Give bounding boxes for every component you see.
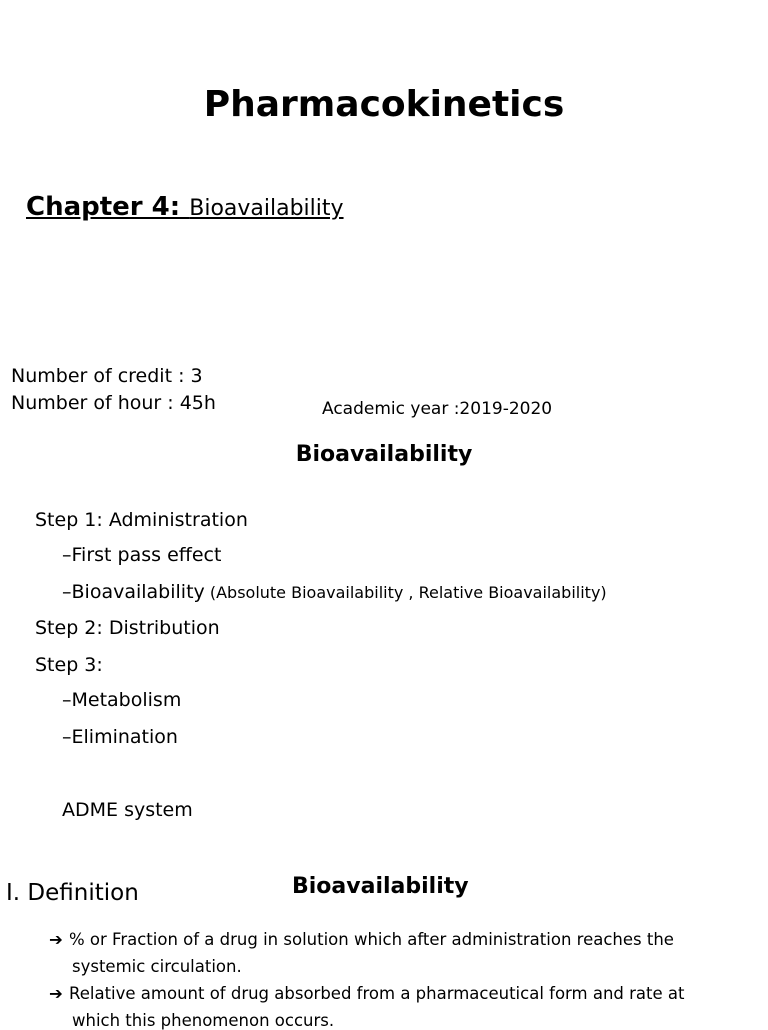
section-heading-bioavailability: Bioavailability <box>292 874 469 899</box>
chapter-topic: Bioavailability <box>189 196 344 221</box>
academic-year: Academic year :2019-2020 <box>322 399 553 419</box>
document-title: Pharmacokinetics <box>203 84 565 125</box>
bullet-item-continuation: which this phenomenon occurs. <box>72 1011 335 1030</box>
chapter-heading <box>26 192 344 222</box>
bullet-item-continuation: systemic circulation. <box>72 957 242 976</box>
bullet-item: ➔ Relative amount of drug absorbed from a pharmaceutical form and rate at <box>49 984 685 1003</box>
list-item: –Bioavailability (Absolute Bioavailability , Relative Bioavailability) <box>62 581 607 603</box>
list-item: Step 1: Administration <box>35 509 248 531</box>
chapter-label: Chapter 4: <box>26 192 190 222</box>
section-heading-bioavailability: Bioavailability <box>295 442 473 467</box>
definition-heading: I. Definition <box>6 880 139 906</box>
list-item: Step 3: <box>35 654 103 676</box>
arrow-right-icon: ➔ <box>49 930 63 949</box>
list-item: –Elimination <box>62 726 178 748</box>
hours-info: Number of hour : 45h <box>11 392 216 414</box>
list-item: –Metabolism <box>62 689 182 711</box>
arrow-right-icon: ➔ <box>49 984 63 1003</box>
bullet-item: ➔ % or Fraction of a drug in solution which after administration reaches the <box>49 930 674 949</box>
credit-info: Number of credit : 3 <box>11 365 203 387</box>
list-item: –First pass effect <box>62 544 222 566</box>
list-item: Step 2: Distribution <box>35 617 220 639</box>
list-item: ADME system <box>62 799 193 821</box>
